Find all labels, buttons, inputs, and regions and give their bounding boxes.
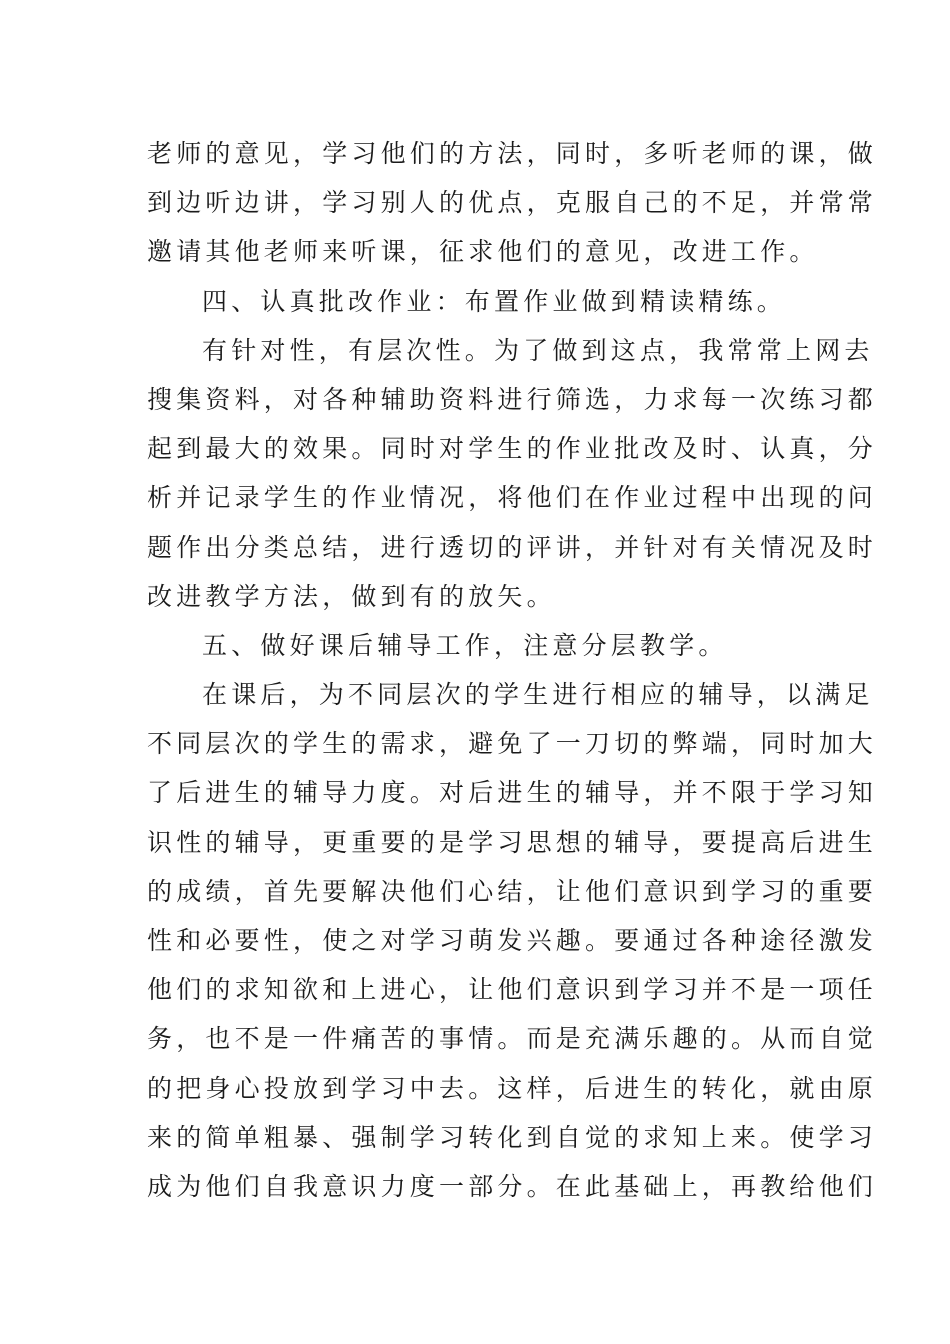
text-line: 性和必要性，使之对学习萌发兴趣。要通过各种途径激发 (147, 926, 878, 955)
text-line: 成为他们自我意识力度一部分。在此基础上，再教给他们 (147, 1171, 878, 1201)
text-line: 邀请其他老师来听课，征求他们的意见，改进工作。 (147, 237, 819, 267)
text-line: 务，也不是一件痛苦的事情。而是充满乐趣的。从而自觉 (147, 1024, 878, 1054)
section-heading-4: 四、认真批改作业：布置作业做到精读精练。 (202, 286, 787, 316)
text-line: 题作出分类总结，进行透切的评讲，并针对有关情况及时 (147, 532, 878, 562)
text-line: 不同层次的学生的需求，避免了一刀切的弊端，同时加大 (147, 729, 878, 759)
text-line: 的成绩，首先要解决他们心结，让他们意识到学习的重要 (147, 876, 878, 906)
text-line: 来的简单粗暴、强制学习转化到自觉的求知上来。使学习 (147, 1122, 878, 1152)
text-line: 改进教学方法，做到有的放矢。 (147, 581, 556, 611)
text-line: 有针对性，有层次性。为了做到这点，我常常上网去 (202, 335, 874, 365)
text-line: 识性的辅导，更重要的是学习思想的辅导，要提高后进生 (147, 827, 878, 857)
text-line: 了后进生的辅导力度。对后进生的辅导，并不限于学习知 (147, 778, 878, 808)
text-line: 老师的意见，学习他们的方法，同时，多听老师的课，做 (147, 139, 878, 168)
document-body (147, 129, 878, 1211)
section-heading-5: 五、做好课后辅导工作，注意分层教学。 (202, 630, 728, 660)
text-line: 起到最大的效果。同时对学生的作业批改及时、认真，分 (147, 434, 878, 464)
text-line: 的把身心投放到学习中去。这样，后进生的转化，就由原 (147, 1073, 878, 1103)
text-line: 搜集资料，对各种辅助资料进行筛选，力求每一次练习都 (147, 384, 878, 414)
text-line: 到边听边讲，学习别人的优点，克服自己的不足，并常常 (147, 188, 878, 218)
text-line: 他们的求知欲和上进心，让他们意识到学习并不是一项任 (147, 975, 878, 1005)
text-line: 析并记录学生的作业情况，将他们在作业过程中出现的问 (147, 483, 878, 513)
text-line: 在课后，为不同层次的学生进行相应的辅导，以满足 (202, 680, 874, 710)
